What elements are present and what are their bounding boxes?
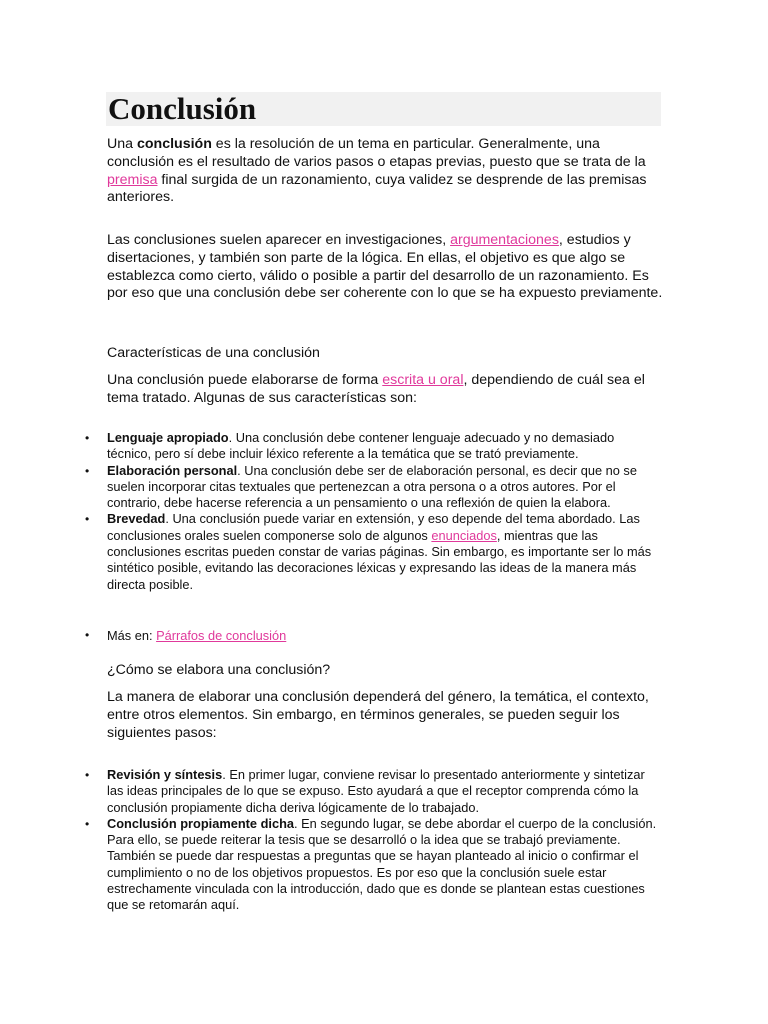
- intro-paragraph-1: [107, 136, 667, 207]
- bold-term: Lenguaje apropiado: [107, 430, 229, 445]
- page-title: Conclusión: [108, 91, 257, 126]
- bold-term: Brevedad: [107, 511, 166, 527]
- bold-term: Revisión y síntesis: [107, 767, 223, 782]
- list-item: [85, 511, 657, 592]
- text-run: Las conclusiones suelen aparecer en investigaciones,: [107, 232, 451, 248]
- bullet-icon: •: [85, 512, 90, 527]
- list-item: [85, 462, 657, 512]
- section-heading-caracteristicas: Características de una conclusión: [107, 345, 320, 361]
- bullet-icon: •: [85, 463, 90, 478]
- text-run: Una: [107, 136, 137, 152]
- link-escrita-u-oral[interactable]: escrita u oral: [382, 372, 464, 388]
- steps-list: [85, 767, 657, 914]
- text-run: , mientras que las conclusiones escritas pueden constar de varias páginas. Sin embargo, es importante ser lo más sintético posible, evitando las decoraciones léxicas y expresando las ideas de la manera más directa posible.: [107, 527, 652, 592]
- text-run: . Una conclusión puede variar en extensión, y eso depende del tema abordado. Las conclusiones orales suelen componerse solo de algunos: [107, 511, 640, 543]
- list-item: [85, 430, 657, 463]
- link-premisa[interactable]: premisa: [107, 171, 158, 188]
- bold-term: conclusión: [136, 136, 212, 152]
- bullet-icon: •: [85, 628, 90, 642]
- bullet-icon: •: [85, 816, 90, 831]
- bullet-icon: •: [85, 768, 90, 782]
- text-run: . Una conclusión debe ser de elaboración personal, es decir que no se suelen incorporar citas textuales que pertenezcan a otra persona o a otros autores. Por el contrario, debe hacerse referencia a un pensamiento o una reflexión de quien la elabora.: [107, 462, 637, 511]
- link-enunciados[interactable]: enunciados: [431, 527, 497, 543]
- intro-paragraph-2: [107, 232, 667, 303]
- section-heading-como-se-elabora: ¿Cómo se elabora una conclusión?: [107, 662, 331, 678]
- link-argumentaciones[interactable]: argumentaciones: [450, 232, 559, 248]
- section1-paragraph: [107, 372, 667, 408]
- text-run: . En segundo lugar, se debe abordar el cuerpo de la conclusión. Para ello, se puede reiterar la tesis que se desarrolló o la idea que se trabajó previamente. También se puede dar respuestas a preguntas que se hayan planteado al inicio o confirmar el cumplimiento o no de los objetivos propuestos. Es por eso que la conclusión suele estar estrechamente vinculada con la introducción, dado que es donde se plantean estas cuestiones que se retomarán aquí.: [107, 815, 657, 913]
- text-run: Una conclusión puede elaborarse de forma: [107, 372, 383, 388]
- text-run: Más en:: [107, 628, 157, 643]
- characteristics-list: [85, 430, 657, 593]
- bold-term: Elaboración personal: [107, 462, 238, 478]
- text-run: final surgida de un razonamiento, cuya validez se desprende de las premisas anteriores.: [107, 171, 647, 206]
- more-in-item: [85, 628, 287, 643]
- text-run: es la resolución de un tema en particular. Generalmente, una conclusión es el resultado de varios pasos o etapas previas, puesto que se trata de la: [107, 136, 646, 170]
- section2-paragraph: La manera de elaborar una conclusión dependerá del género, la temática, el contexto, entre otros elementos. Sin embargo, en términos generales, se pueden seguir los siguientes pasos:: [107, 689, 649, 741]
- list-item: [85, 815, 657, 914]
- text-run: . Una conclusión debe contener lenguaje adecuado y no demasiado técnico, pero sí debe incluir léxico referente a la temática que se trató previamente.: [107, 430, 615, 462]
- text-run: . En primer lugar, conviene revisar lo presentado anteriormente y sintetizar las ideas principales de lo que se expuso. Esto ayudará a que el receptor comprenda cómo la conclusión propiamente dicha deriva lógicamente de lo trabajado.: [107, 767, 645, 815]
- text-run: , estudios y disertaciones, y también son parte de la lógica. En ellas, el objetivo es que algo se establezca como cierto, válido o posible a partir del desarrollo de un razonamiento. Es por eso que una conclusión debe ser coherente con lo que se ha expuesto previamente.: [107, 232, 663, 302]
- text-run: , dependiendo de cuál sea el tema tratado. Algunas de sus características son:: [107, 372, 645, 406]
- title-banner: [106, 92, 661, 126]
- link-parrafos-de-conclusion[interactable]: Párrafos de conclusión: [156, 628, 287, 643]
- list-item: [85, 767, 657, 816]
- bullet-icon: •: [85, 431, 90, 445]
- bold-term: Conclusión propiamente dicha: [107, 815, 294, 831]
